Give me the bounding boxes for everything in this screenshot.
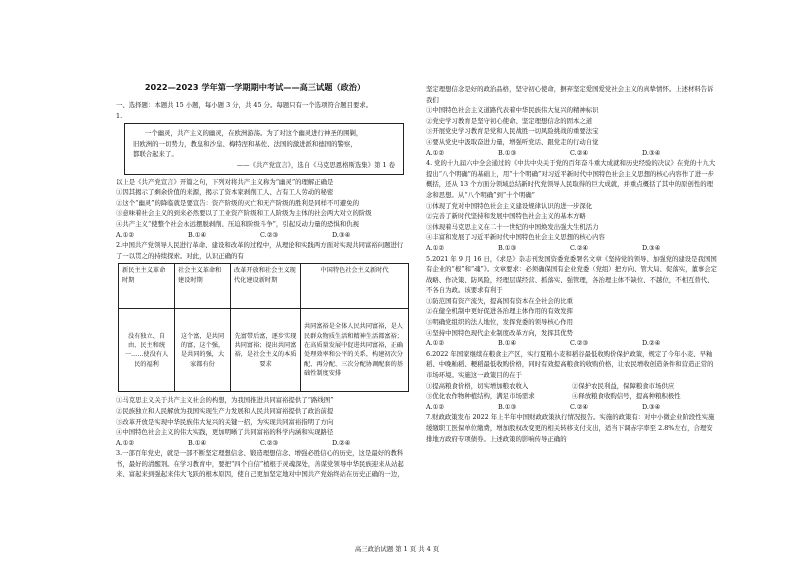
q1-answer-b[interactable]: B.①④ <box>188 230 207 239</box>
q1-quote-box <box>124 123 404 174</box>
q5-answer-d[interactable]: D.②④ <box>642 339 661 348</box>
q3-answer-a[interactable]: A.①② <box>426 148 445 157</box>
q2-cell: 这个富，是共同的富，这个强，是共同的强，大家都有份 <box>175 309 231 392</box>
q5-answer-c[interactable]: C.②③ <box>570 339 589 348</box>
q5-answers <box>426 338 718 349</box>
q3-option: ②党史学习教育是坚守初心使命、坚定理想信念的固本之道 <box>426 116 593 125</box>
q1-option: ③意味着社会主义的到来必然要以了工业资产阶级和工人阶级为主体的社会两大对立的阶级 <box>116 209 372 218</box>
section-intro: 一、选择题：本题共 15 小题，每小题 3 分，共 45 分。每题只有一个选项符合题目要求。 <box>116 101 373 109</box>
q2-cell: 共同富裕是全体人民共同富裕，是人民群众物质生活和精神生活都富裕；在高质量发展中促进共同富裕，正确处理效率和公平的关系，构建初次分配、再分配、三次分配协调配套的基础性制度安排 <box>301 309 409 392</box>
q6-option: ①提高粮食价格，切实增加粮农收入 <box>426 381 529 390</box>
q6-options-row <box>426 391 718 402</box>
q6-stem: 6.2022 年国家继续在粮食主产区，实行夏粮小麦和稻谷最低收购价保护政策，规定了今年小麦、早籼稻、中晚籼稻、粳稻最低收购价格，同时有效提高粮食的收购价格，让农民增收创造条件和营造正常的市场环境。实施这一政策目的在于 <box>426 349 714 380</box>
q3-answer-b[interactable]: B.①③ <box>498 148 517 157</box>
q1-quote-line: 都联合起来了。 <box>133 150 178 159</box>
q1-quote-source: ——《共产党宣言》，选自《马克思恩格斯选集》第 1 卷 <box>236 160 395 169</box>
q5-answer-b[interactable]: B.①④ <box>498 339 517 348</box>
q2-cell: 先富带后富，逐步实现共同富裕；提出共同富裕，是社会主义的本质要求 <box>231 309 301 392</box>
q1-quote-line: 一个幽灵，共产主义的幽灵，在欧洲游荡。为了对这个幽灵进行神圣的围剿， <box>145 129 363 138</box>
q6-answer-b[interactable]: B.①③ <box>498 402 517 411</box>
q2-stem: 2.中国共产党领导人民进行革命、建设和改革的过程中，从理论和实践两方面对实现共同富裕问题进行了一以贯之的持续探索。对此，认识正确的有 <box>116 241 404 260</box>
q2-option: ②民族独立和人民解放为我国实现生产力发展和人民共同富裕提供了政治前提 <box>116 406 334 415</box>
q5-answer-a[interactable]: A.①② <box>426 339 445 348</box>
q1-option: ④共产主义“使整个社会永远摆脱剥削、压迫和阶级斗争”，引起反动力量的恐惧和仇视 <box>116 219 359 228</box>
q5-option: ②在健全机制中更好促进各治理主体作用的有效发挥 <box>426 307 573 316</box>
q6-answer-c[interactable]: C.②④ <box>570 402 589 411</box>
q5-stem: 5.2021 年 9 月 16 日，《求是》杂志刊发国资委党委署名文章《坚持党的领导、加强党的建设是我国国有企业的“根”和“魂”》。文章要求：必须确保国有企业党委（党组）把方向、管大局、促落实，董事会定战略、作决策、防风险，经理层谋经营、抓落实、强管理，各治理主体不缺位、不越位，不相互替代、不各自为政。该要求有利于 <box>426 254 718 295</box>
q2-header: 新民主主义革命时期 <box>119 264 175 309</box>
q1-answer-d[interactable]: D.③④ <box>332 230 351 239</box>
q2-cell: 没有独立、自由、民主和统一……使没有人民的福利 <box>119 309 175 392</box>
q4-option: ④丰富和发展了习近平新时代中国特色社会主义思想的核心内容 <box>426 233 605 242</box>
q2-table <box>118 263 409 392</box>
q6-option: ④释放粮食收购信号，提高种粮积极性 <box>572 392 681 401</box>
q3-option: ④要从党史中汲取奋进力量，增强听党话、跟党走的行动自觉 <box>426 137 599 146</box>
q3-stem: 3.一部百年党史，就是一部不断坚定理想信念、锻造理想信念、增强必胜信心的历史，这是最好的教科书，最好的清醒剂。在学习教育中，要把“四个自信”植根于灵魂深处，善谋党领导中华民族迎来从站起来、富起来到强起来伟大飞跃的根本原因，使自己更加坚定地对中国共产党始终站在历史正确的一边， <box>116 449 404 479</box>
q4-option: ②完善了新时代坚持和发展中国特色社会主义的基本方略 <box>426 212 586 221</box>
q1-number: 1. <box>116 111 123 120</box>
q3-answers <box>426 148 718 159</box>
q4-answer-a[interactable]: A.①② <box>426 243 445 252</box>
page-title: 2022—2023 学年第一学期期中考试——高三试题（政治） <box>144 82 366 92</box>
q3-answer-d[interactable]: D.③④ <box>642 148 661 157</box>
q4-answer-d[interactable]: D.③④ <box>642 243 661 252</box>
q5-option: ③明确党组织的法人地位，发挥党委的领导核心作用 <box>426 318 573 327</box>
q2-header: 社会主义革命和建设时期 <box>175 264 231 309</box>
q4-option: ①体现了党对中国特色社会主义建设规律认识的进一步深化 <box>426 201 593 210</box>
q4-stem: 4. 党的十九届六中全会通过的《中共中央关于党的百年奋斗重大成就和历史经验的决议》在党的十九大提出“八个明确”的基础上，用“十个明确”对习近平新时代中国特色社会主义思想的核心内容作了进一步概括，还从 13 个方面分领域总结新时代党领导人民取得的巨大成就，并重点概括了其中的原创性的理念和思想。从“八个明确”到“十个明确” <box>426 159 716 199</box>
page-footer: 高三政治试题 第 1 页 共 4 页 <box>354 545 440 553</box>
q1-quote-line: 旧欧洲的一切势力，教皇和沙皇、梅特涅和基佐、法国的激进派和德国的警察， <box>133 139 357 148</box>
q6-options-row <box>426 381 718 392</box>
left-column <box>116 100 408 480</box>
q3-option: ③开展党史学习教育是党和人民战胜一切风险挑战的重要法宝 <box>426 127 599 136</box>
q6-option: ③优化农作物种植结构，满足市场需求 <box>426 392 535 401</box>
q2-answer-c[interactable]: C.②③ <box>260 438 279 447</box>
q6-option: ②保护农民利益，保障粮食市场供应 <box>572 381 675 390</box>
q1-answer-c[interactable]: C.②③ <box>260 230 279 239</box>
q2-option: ③改革开放是实现中华民族伟大复兴的关键一招，为实现共同富裕指明了方向 <box>116 417 334 426</box>
q2-header: 中国特色社会主义新时代 <box>301 264 409 309</box>
q2-option: ④中国特色社会主义的伟大实践，更加明晰了共同富裕的科学内涵和实现路径 <box>116 428 334 437</box>
q7-stem: 7.财政政策发布 2022 年上半年中国财政政策执行情况报告。实施的政策有：对中小微企业阶段性实施缓缴职工医保单位缴费，增加股权改变更的相关转移支付支出，适当下调赤字率至 2.8%左右，合理安排地方政府专项债券。上述政策的影响传导正确的 <box>426 413 715 443</box>
q2-answer-d[interactable]: D.②④ <box>332 438 351 447</box>
q4-option: ③体现着马克思主义在二十一世纪的中国焕发出强大生机活力 <box>426 222 599 231</box>
q5-option: ④坚持中国特色现代企业制度改革方向，发挥其优势 <box>426 328 573 337</box>
right-column <box>426 84 718 444</box>
q2-answer-a[interactable]: A.①② <box>116 438 135 447</box>
q3-answer-c[interactable]: C.②④ <box>570 148 589 157</box>
q2-option: ①马克思主义关于共产主义社会的构想，为我国推进共同富裕提供了“路线图” <box>116 396 334 405</box>
q1-answer-a[interactable]: A.①② <box>116 230 135 239</box>
q1-answers <box>116 230 408 241</box>
q4-answers <box>426 243 718 254</box>
q2-answers <box>116 438 408 449</box>
q1-option: ②这个“幽灵”的降临就是要宣告：资产阶级的灭亡和无产阶级的胜利是同样不可避免的 <box>116 198 359 207</box>
q6-answer-d[interactable]: D.③④ <box>642 402 661 411</box>
q6-answers <box>426 402 718 413</box>
q4-answer-c[interactable]: C.②④ <box>570 243 589 252</box>
q3-option: ①中国特色社会主义道路代表着中华民族伟大复兴的精神标识 <box>426 106 599 115</box>
q6-answer-a[interactable]: A.①② <box>426 402 445 411</box>
q5-option: ①防范国有资产流失，提高国有资本在全社会的比重 <box>426 296 573 305</box>
q2-answer-b[interactable]: B.①④ <box>188 438 207 447</box>
q2-header: 改革开放和社会主义现代化建设新时期 <box>231 264 301 309</box>
q1-option: ①因其揭示了剩余价值的来源，揭示了资本家剥削工人、占有工人劳动的秘密 <box>116 188 334 197</box>
q3-stem-continued: 坚定理想信念是好的政治品格，坚守初心使命，摒弃坚定爱国爱党社会主义的真挚情怀。上述材料告诉我们 <box>426 85 714 104</box>
q1-stem: 以上是《共产党宣言》开篇之句，下列对将共产主义称为“幽灵”的理解正确是 <box>116 177 334 186</box>
q4-answer-b[interactable]: B.①③ <box>498 243 517 252</box>
